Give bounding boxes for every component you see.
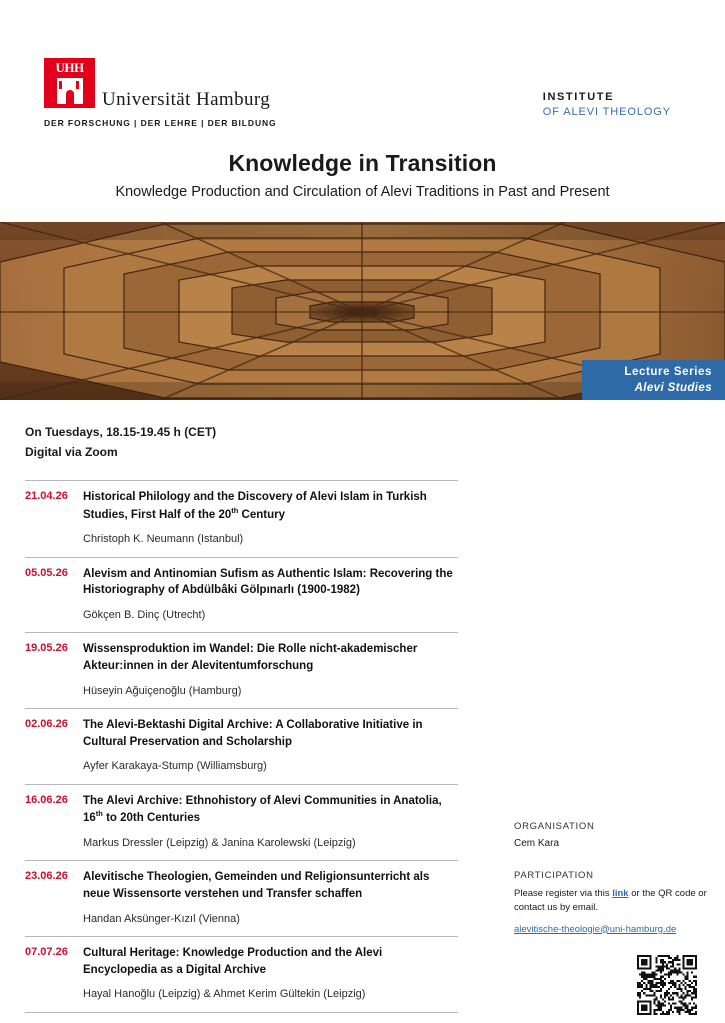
institute-line-1: INSTITUTE — [542, 91, 615, 103]
entry-speaker: Christoph K. Neumann (Istanbul) — [83, 533, 244, 546]
program-entry — [25, 936, 458, 1013]
organisation-label: ORGANISATION — [514, 821, 595, 832]
qr-code-icon — [637, 955, 697, 1015]
entry-body — [83, 566, 458, 624]
entry-date: 23.06.26 — [25, 870, 68, 883]
university-name: Universität Hamburg — [102, 89, 271, 110]
entry-body — [83, 641, 458, 699]
entry-title-pre: Historical Philology and the Discovery of Alevi Islam in Turkish Studies, First Half of the 20 — [83, 491, 427, 521]
entry-body — [83, 945, 458, 1003]
program-entry — [25, 860, 458, 936]
uhh-logo-letters: UHH — [55, 60, 84, 75]
entry-date: 07.07.26 — [25, 946, 68, 959]
entry-body — [83, 793, 458, 852]
entry-title-superscript: th — [95, 809, 103, 819]
entry-title-pre: The Alevi-Bektashi Digital Archive: A Collaborative Initiative in Cultural Preservation and Scholarship — [83, 719, 423, 748]
entry-date: 02.06.26 — [25, 718, 68, 731]
entry-speaker: Markus Dressler (Leipzig) & Janina Karolewski (Leipzig) — [83, 836, 356, 849]
registration-link[interactable]: link — [612, 888, 629, 900]
program-list — [25, 480, 458, 1013]
program-entry — [25, 784, 458, 861]
entry-title — [83, 717, 458, 750]
schedule-time: On Tuesdays, 18.15-19.45 h (CET) — [25, 425, 217, 439]
qr-code[interactable] — [637, 955, 697, 1015]
entry-speaker: Gökçen B. Dinç (Utrecht) — [83, 608, 206, 621]
entry-speaker: Hüseyin Ağuiçenoğlu (Hamburg) — [83, 684, 242, 697]
schedule-format: Digital via Zoom — [25, 444, 118, 459]
university-logo — [44, 58, 277, 128]
badge-line-2: Alevi Studies — [634, 381, 712, 394]
program-entry — [25, 632, 458, 708]
contact-email-link[interactable]: alevitische-theologie@uni-hamburg.de — [514, 923, 677, 935]
entry-title-superscript: th — [231, 505, 239, 515]
entry-title-pre: Alevism and Antinomian Sufism as Authentic Islam: Recovering the Historiography of Abdülbâki Gölpınarlı (1900-1982) — [83, 567, 453, 597]
participation-note — [514, 887, 710, 915]
entry-date: 21.04.26 — [25, 490, 68, 502]
entry-title — [83, 793, 458, 827]
entry-title-pre: Cultural Heritage: Knowledge Production and the Alevi Encyclopedia as a Digital Archive — [83, 947, 383, 976]
entry-date: 16.06.26 — [25, 793, 68, 806]
entry-title — [83, 489, 458, 523]
entry-title — [83, 566, 458, 599]
entry-date: 19.05.26 — [25, 642, 68, 655]
schedule-block — [25, 423, 216, 463]
page-title: Knowledge in Transition — [228, 150, 497, 176]
entry-title-pre: Alevitische Theologien, Gemeinden und Religionsunterricht als neue Wissensorte verstehen und Transfer schaffen — [83, 871, 430, 900]
participation-note-post: or the QR code or contact us by email. — [514, 888, 707, 913]
entry-title — [83, 641, 458, 674]
entry-speaker: Ayfer Karakaya-Stump (Williamsburg) — [83, 760, 267, 773]
entry-date: 05.05.26 — [25, 566, 68, 579]
entry-title-pre: The Alevi Archive: Ethnohistory of Alevi Communities in Anatolia, 16 — [83, 794, 442, 825]
entry-body — [83, 717, 458, 775]
lecture-series-badge — [582, 360, 725, 400]
entry-title-pre: Wissensproduktion im Wandel: Die Rolle nicht-akademischer Akteur:innen in der Alevitentumforschung — [83, 643, 418, 672]
organisation-value: Cem Kara — [514, 837, 560, 849]
program-entry — [25, 708, 458, 784]
entry-title-post: to 20th Centuries — [102, 812, 201, 825]
entry-title — [83, 869, 458, 902]
entry-body — [83, 869, 458, 927]
info-column — [514, 820, 710, 936]
entry-speaker: Hayal Hanoğlu (Leipzig) & Ahmet Kerim Gültekin (Leipzig) — [83, 988, 366, 1001]
program-entry — [25, 557, 458, 633]
title-block — [0, 150, 725, 200]
institute-line-2: OF ALEVI THEOLOGY — [542, 105, 671, 118]
institute-block — [543, 90, 671, 120]
entry-body — [83, 489, 458, 548]
uhh-gate-icon — [57, 78, 83, 104]
participation-note-pre: Please register via this — [514, 888, 613, 900]
program-entry — [25, 480, 458, 557]
participation-label: PARTICIPATION — [514, 870, 594, 882]
hero-image-wooden-ceiling — [0, 222, 725, 400]
entry-title-post: Century — [238, 508, 285, 521]
entry-title — [83, 945, 458, 978]
poster-header — [0, 0, 725, 222]
uhh-logo-icon — [44, 58, 95, 108]
page-subtitle: Knowledge Production and Circulation of Alevi Traditions in Past and Present — [115, 184, 610, 200]
badge-line-1: Lecture Series — [624, 366, 712, 378]
university-motto: DER FORSCHUNG | DER LEHRE | DER BILDUNG — [44, 118, 277, 128]
entry-speaker: Handan Aksünger-Kızıl (Vienna) — [83, 912, 240, 925]
